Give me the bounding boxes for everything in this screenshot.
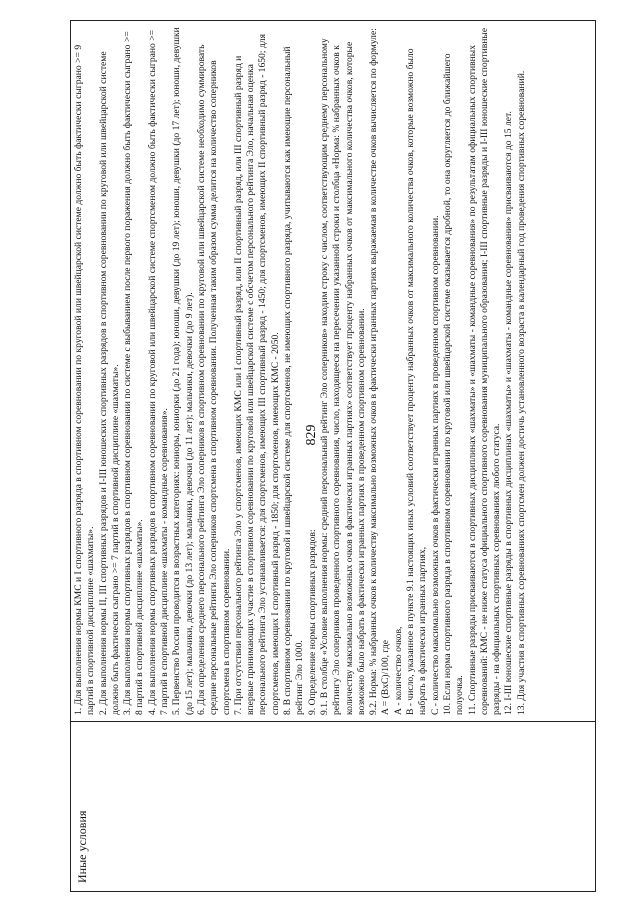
page-number: 829 [304, 424, 319, 446]
condition-paragraph: 4. Для выполнения нормы спортивных разрядов в спортивном соревновании по круговой или швейцарской системе спортсменом должно быть фактически сыграно >= 7 партий в спортивной дисциплине «шахматы - командные соревнования». [146, 29, 171, 715]
condition-paragraph: 10. Если норма спортивного разряда в спортивном соревновании по круговой или швейцарской системе оказывается дробной, то она округляется до ближайшего полуочка. [441, 53, 466, 715]
condition-paragraph: А - количество очков, [392, 626, 404, 715]
condition-paragraph: 2. Для выполнения нормы II, III спортивных разрядов и I-III юношеских спортивных разрядов в спортивном соревновании по круговой или швейцарской системе должно быть фактически сыграно >= 7 партий в спортивной дисциплине «шахматы». [97, 51, 121, 715]
condition-paragraph: В - число, указанное в пункте 9.1 настоящих иных условий соответствует проценту набранных очков от максимального количества очков, которые возможно было набрать в фактически игранных партиях, [405, 48, 429, 715]
condition-paragraph: 7. При отсутствии персонального рейтинга Эло у спортсменов, имеющих КМС или I спортивный разряд, или II спортивный разряд, или III спортивный разряд и впервые принимающих участие в спортивном соревновании по круговой или швейцарской системе с обсчетом персонального рейтинга Эло, начальная оценка персонального рейтинга Эло устанавливается: для спортсменов, имеющих III спортивный разряд - 1450; для спортсменов, имеющих II спортивный разряд - 1650; для спортсменов, имеющих I спортивный разряд - 1850; для спортсменов, имеющих КМС - 2050. [232, 34, 281, 715]
condition-paragraph: 9.1. В столбце «Условие выполнения нормы: средний персональный рейтинг Эло соперников» находим строку с числом, соответствующим среднему персональному рейтингу Эло соперников проведенного спортивного соревнования, число, находящееся на пересечении указанной строки и столбца «Норма: % набранных очков к количеству максимально возможных очков в фактически игранных партиях» соответствует проценту набранных очков от максимального количества очков, которые возможно было набрать в фактически игранных партиях в проведенном спортивном соревновании. [318, 38, 367, 715]
conditions-content-cell [71, 21, 595, 721]
conditions-label-cell [71, 721, 595, 891]
condition-paragraph: С - количество максимально возможных очков в фактически игранных партиях в проведенном спортивном соревновании. [429, 215, 441, 715]
condition-paragraph: 11. Спортивные разряды присваиваются в спортивных дисциплинах «шахматы» и «шахматы - командные соревнования» по результатам официальных спортивных соревнований: КМС - не ниже статуса официального спортивного соревнования муниципального образования; I-III спортивные разряды и I-III юношеские спортивные разряды - на официальных спортивных соревнованиях любого статуса. [466, 27, 503, 715]
condition-paragraph: 6. Для определения среднего персонального рейтинга Эло соперников в спортивном соревновании по круговой или швейцарской системе необходимо суммировать средние персональные рейтинги Эло соперников спортсмена в спортивном соревновании. Полученная таким образом сумма делится на количество соперников спортсмена в спортивном соревновании. [195, 44, 232, 715]
condition-paragraph: 13. Для участия в спортивных соревнованиях спортсмен должен достичь установленного возраста в календарный год проведения спортивных соревнований. [515, 70, 527, 715]
condition-paragraph: 1. Для выполнения нормы КМС и I спортивного разряда в спортивном соревновании по круговой или швейцарской системе должно быть фактически сыграно >= 9 партий в спортивной дисциплине «шахматы». [73, 44, 97, 715]
condition-paragraph: 3. Для выполнения нормы спортивных разрядов в спортивном соревновании по системе с выбыванием после первого поражения должно быть фактически сыграно >= 8 партий в спортивной дисциплине «шахматы». [122, 31, 146, 715]
condition-paragraph: 12. I-III юношеские спортивные разряды в спортивных дисциплинах «шахматы» и «шахматы - командные соревнования» присваиваются до 15 лет. [503, 111, 515, 715]
condition-paragraph: 5. Первенство России проводится в возрастных категориях: юниоры, юниорки (до 21 года); юноши, девушки (до 19 лет); юноши, девушки (до 17 лет); юноши, девушки (до 15 лет); мальчики, девочки (до 13 лет); мальчики, девочки (до 11 лет); мальчики, девочки (до 9 лет). [171, 27, 195, 715]
conditions-label: Иные условия [75, 810, 89, 883]
condition-paragraph: 8. В спортивном соревновании по круговой и швейцарской системе для спортсменов, не имеющих спортивного разряда, учитываются как имеющие персональный рейтинг Эло 1000. [282, 46, 306, 715]
conditions-table [70, 20, 596, 892]
condition-paragraph: 9.2. Норма: % набранных очков к количеству максимально возможных очков в фактически игранных партиях выражаемая в количестве очков вычисляется по формуле: A = (BхC)/100, где [368, 28, 392, 715]
condition-paragraph: 9. Определение нормы спортивных разрядов: [306, 529, 318, 715]
